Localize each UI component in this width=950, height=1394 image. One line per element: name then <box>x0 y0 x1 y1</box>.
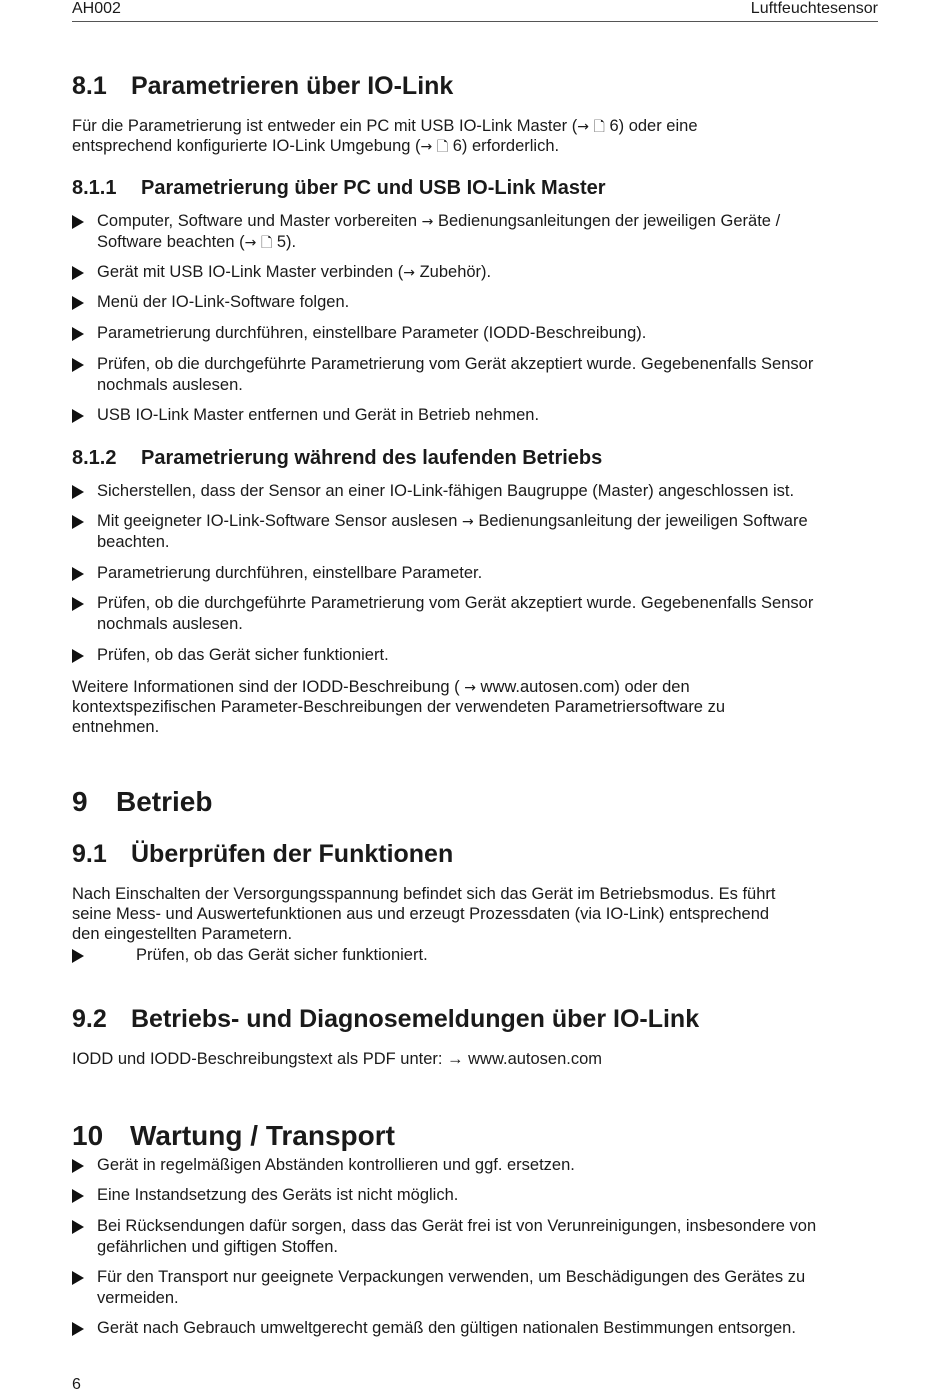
heading-title: Wartung / Transport <box>130 1120 395 1151</box>
arrow-right-icon: → <box>464 680 476 696</box>
heading-number: 8.1.2 <box>72 447 117 469</box>
paragraph-line <box>72 116 698 137</box>
list-item-text <box>97 511 808 533</box>
bullet-triangle-icon <box>72 1271 84 1285</box>
text: 5). <box>272 233 297 251</box>
heading-title: Parametrieren über IO-Link <box>131 72 454 100</box>
bullet-triangle-icon <box>72 597 84 611</box>
paragraph-line: IODD und IODD-Beschreibungstext als PDF unter: → www.autosen.com <box>72 1050 603 1068</box>
paragraph-line <box>72 677 690 698</box>
heading-number: 9.2 <box>72 1005 107 1033</box>
text: Software beachten ( <box>97 233 245 251</box>
page-ref-icon: 🗋 <box>261 235 273 251</box>
list-item-text: Prüfen, ob das Gerät sicher funktioniert. <box>97 646 389 664</box>
list-item-text <box>97 211 780 233</box>
heading-title: Betriebs- und Diagnosemeldungen über IO-Link <box>131 1005 700 1033</box>
heading-9-1 <box>72 840 453 869</box>
bullet-triangle-icon <box>72 649 84 663</box>
arrow-right-icon: → <box>577 119 589 135</box>
text: Bedienungsanleitung der jeweiligen Software <box>473 512 808 530</box>
list-item-text: beachten. <box>97 533 170 551</box>
page-ref-icon: 🗋 <box>436 139 449 155</box>
paragraph-line: entnehmen. <box>72 718 160 736</box>
list-item-text: Bei Rücksendungen dafür sorgen, dass das Gerät frei ist von Verunreinigungen, insbesondere von <box>97 1217 817 1235</box>
paragraph-line: den eingestellten Parametern. <box>72 925 293 943</box>
heading-number: 8.1.1 <box>72 177 117 199</box>
list-item-text <box>97 232 296 254</box>
list-item-text: Gerät nach Gebrauch umweltgerecht gemäß den gültigen nationalen Bestimmungen entsorgen. <box>97 1319 796 1337</box>
header-doc-code: AH002 <box>72 0 121 17</box>
list-item-text: Parametrierung durchführen, einstellbare Parameter (IODD-Beschreibung). <box>97 324 647 342</box>
bullet-triangle-icon <box>72 215 84 229</box>
text: entsprechend konfigurierte IO-Link Umgebung ( <box>72 137 421 155</box>
heading-8-1-1 <box>72 177 606 200</box>
bullet-triangle-icon <box>72 358 84 372</box>
header-rule <box>72 21 878 22</box>
bullet-triangle-icon <box>72 1220 84 1234</box>
bullet-triangle-icon <box>72 949 84 963</box>
text: Gerät mit USB IO-Link Master verbinden ( <box>97 263 404 281</box>
header-doc-title: Luftfeuchtesensor <box>750 0 878 17</box>
bullet-triangle-icon <box>72 485 84 499</box>
heading-8-1-2 <box>72 447 602 470</box>
arrow-right-icon: → <box>462 514 474 530</box>
list-item-text: Eine Instandsetzung des Geräts ist nicht möglich. <box>97 1186 459 1204</box>
bullet-triangle-icon <box>72 266 84 280</box>
bullet-triangle-icon <box>72 409 84 423</box>
paragraph-line <box>72 136 559 157</box>
arrow-right-icon: → <box>421 214 434 230</box>
list-item-text: Prüfen, ob die durchgeführte Parametrierung vom Gerät akzeptiert wurde. Gegebenenfalls Sensor <box>97 355 814 373</box>
page-ref-icon: 🗋 <box>593 119 605 135</box>
paragraph-line: Nach Einschalten der Versorgungsspannung befindet sich das Gerät im Betriebsmodus. Es führt <box>72 885 776 903</box>
list-item-text: Prüfen, ob das Gerät sicher funktioniert. <box>136 946 428 964</box>
heading-number: 10 <box>72 1120 104 1151</box>
list-item-text: Parametrierung durchführen, einstellbare Parameter. <box>97 564 483 582</box>
arrow-right-icon: → <box>244 235 257 251</box>
bullet-triangle-icon <box>72 296 84 310</box>
heading-number: 9 <box>72 786 88 817</box>
bullet-triangle-icon <box>72 1159 84 1173</box>
arrow-right-icon: → <box>420 139 433 155</box>
text: Computer, Software und Master vorbereiten <box>97 212 422 230</box>
heading-number: 8.1 <box>72 72 107 100</box>
heading-number: 9.1 <box>72 840 107 868</box>
bullet-triangle-icon <box>72 567 84 581</box>
bullet-triangle-icon <box>72 515 84 529</box>
paragraph-line: kontextspezifischen Parameter-Beschreibungen der verwendeten Parametriersoftware zu <box>72 698 725 716</box>
text: Zubehör). <box>415 263 492 281</box>
heading-10 <box>72 1120 395 1152</box>
paragraph-line: seine Mess- und Auswertefunktionen aus und erzeugt Prozessdaten (via IO-Link) entsprechend <box>72 905 770 923</box>
bullet-triangle-icon <box>72 1189 84 1203</box>
heading-title: Überprüfen der Funktionen <box>131 840 454 868</box>
page-number: 6 <box>72 1376 81 1393</box>
list-item-text: nochmals auslesen. <box>97 376 243 394</box>
text: Bedienungsanleitungen der jeweiligen Geräte / <box>433 212 781 230</box>
bullet-triangle-icon <box>72 327 84 341</box>
list-item-text: Prüfen, ob die durchgeführte Parametrierung vom Gerät akzeptiert wurde. Gegebenenfalls Sensor <box>97 594 814 612</box>
list-item-text: Menü der IO-Link-Software folgen. <box>97 293 350 311</box>
list-item-text: Sicherstellen, dass der Sensor an einer IO-Link-fähigen Baugruppe (Master) angeschlossen ist. <box>97 482 795 500</box>
heading-title: Betrieb <box>116 786 213 817</box>
text: 6) erforderlich. <box>448 137 560 155</box>
text: Weitere Informationen sind der IODD-Beschreibung ( <box>72 678 465 696</box>
list-item-text: gefährlichen und giftigen Stoffen. <box>97 1238 338 1256</box>
bullet-triangle-icon <box>72 1322 84 1336</box>
text: Für die Parametrierung ist entweder ein PC mit USB IO-Link Master ( <box>72 117 578 135</box>
list-item-text <box>97 262 491 284</box>
text: 6) oder eine <box>604 117 698 135</box>
heading-title: Parametrierung während des laufenden Betriebs <box>141 447 603 469</box>
list-item-text: USB IO-Link Master entfernen und Gerät in Betrieb nehmen. <box>97 406 540 424</box>
heading-title: Parametrierung über PC und USB IO-Link Master <box>141 177 606 199</box>
heading-9 <box>72 786 212 818</box>
arrow-right-icon: → <box>403 265 415 281</box>
list-item-text: vermeiden. <box>97 1289 179 1307</box>
list-item-text: Gerät in regelmäßigen Abständen kontrollieren und ggf. ersetzen. <box>97 1156 575 1174</box>
heading-9-2 <box>72 1005 699 1034</box>
text: Mit geeigneter IO-Link-Software Sensor auslesen <box>97 512 463 530</box>
list-item-text: nochmals auslesen. <box>97 615 243 633</box>
text: www.autosen.com) oder den <box>475 678 690 696</box>
list-item-text: Für den Transport nur geeignete Verpackungen verwenden, um Beschädigungen des Gerätes zu <box>97 1268 806 1286</box>
heading-8-1 <box>72 72 453 101</box>
